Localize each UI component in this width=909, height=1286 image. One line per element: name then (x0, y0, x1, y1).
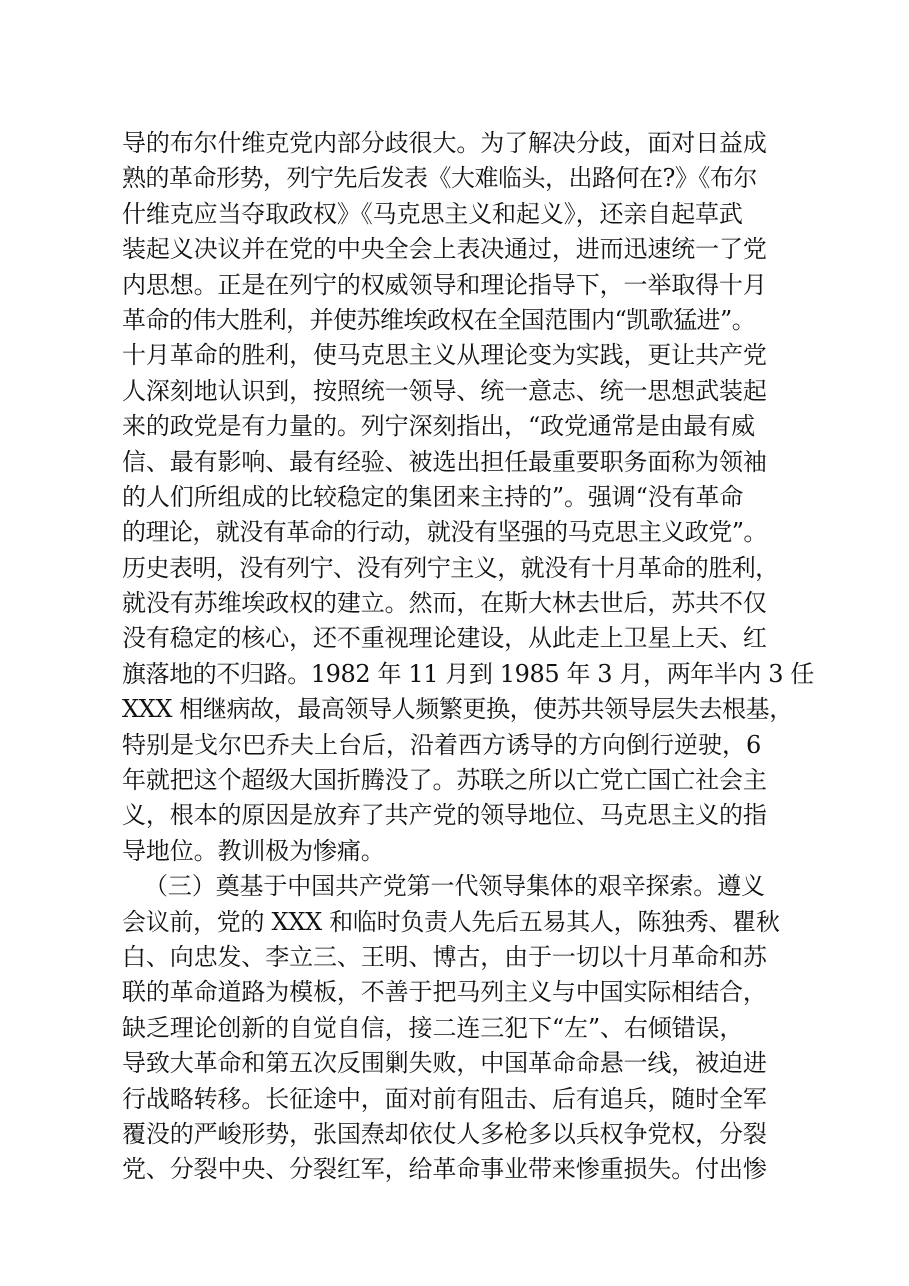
text-line: 导致大革命和第五次反围剿失败，中国革命命悬一线，被迫进 (122, 1049, 767, 1078)
text-line: 行战略转移。长征途中，面对前有阻击、后有追兵，随时全军 (122, 1084, 767, 1113)
text-line: 覆没的严峻形势，张国焘却依仗人多枪多以兵权争党权，分裂 (122, 1119, 767, 1148)
document-body (122, 126, 814, 1188)
text-line: 没有稳定的核心，还不重视理论建设，从此走上卫星上天、红 (122, 624, 767, 653)
text-line: 来的政党是有力量的。列宁深刻指出，“政党通常是由最有威 (122, 412, 756, 441)
text-line: 革命的伟大胜利，并使苏维埃政权在全国范围内“凯歌猛进”。 (122, 305, 756, 334)
text-line: 历史表明，没有列宁、没有列宁主义，就没有十月革命的胜利， (122, 553, 779, 582)
text-line: 什维克应当夺取政权》《马克思主义和起义》，还亲自起草武 (122, 199, 743, 228)
text-line: 特别是戈尔巴乔夫上台后，沿着西方诱导的方向倒行逆驶，6 (122, 730, 762, 759)
text-line: 装起义决议并在党的中央全会上表决通过，进而迅速统一了党 (122, 235, 767, 264)
text-line: 导地位。教训极为惨痛。 (122, 836, 385, 865)
text-line: 义，根本的原因是放弃了共产党的领导地位、马克思主义的指 (122, 801, 767, 830)
text-line: （三）奠基于中国共产党第一代领导集体的艰辛探索。遵义 (144, 872, 765, 901)
text-line: 熟的革命形势，列宁先后发表《大难临头，出路何在?》《布尔 (122, 164, 757, 193)
text-line: 旗落地的不归路。1982 年 11 月到 1985 年 3 月，两年半内 3 任 (122, 659, 814, 688)
text-line: 十月革命的胜利，使马克思主义从理论变为实践，更让共产党 (122, 341, 767, 370)
text-line: 信、最有影响、最有经验、被选出担任最重要职务面称为领袖 (122, 447, 767, 476)
text-line: 的理论，就没有革命的行动，就没有坚强的马克思主义政党”。 (122, 518, 767, 547)
text-line: 缺乏理论创新的自觉自信，接二连三犯下“左”、右倾错误， (122, 1013, 744, 1042)
text-line: 白、向忠发、李立三、王明、博古，由于一切以十月革命和苏 (122, 942, 767, 971)
text-line: 导的布尔什维克党内部分歧很大。为了解决分歧，面对日益成 (122, 129, 767, 157)
text-line: XXX 相继病故，最高领导人频繁更换，使苏共领导层失去根基， (122, 695, 793, 724)
text-line: 联的革命道路为模板，不善于把马列主义与中国实际相结合， (122, 978, 767, 1007)
text-line: 党、分裂中央、分裂红军，给革命事业带来惨重损失。付出惨 (122, 1155, 767, 1184)
text-line: 内思想。正是在列宁的权威领导和理论指导下，一举取得十月 (122, 270, 767, 299)
text-line: 就没有苏维埃政权的建立。然而，在斯大林去世后，苏共不仅 (122, 589, 767, 618)
text-line: 的人们所组成的比较稳定的集团来主持的”。强调“没有革命 (122, 482, 744, 511)
text-line: 年就把这个超级大国折腾没了。苏联之所以亡党亡国亡社会主 (122, 766, 767, 795)
text-line: 人深刻地认识到，按照统一领导、统一意志、统一思想武装起 (122, 376, 767, 405)
text-line: 会议前，党的 XXX 和临时负责人先后五易其人，陈独秀、瞿秋 (122, 907, 780, 936)
